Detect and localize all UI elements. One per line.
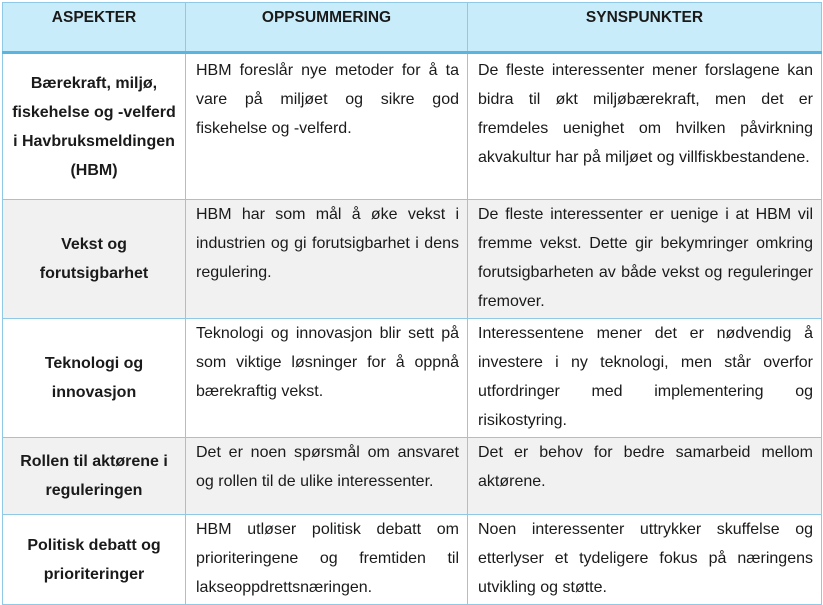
views-cell: Det er behov for bedre samarbeid mellom aktørene.: [468, 438, 822, 515]
views-cell: Interessentene mener det er nødvendig å investere i ny teknologi, men står overfor utfordringer med implementering og risikostyring.: [468, 319, 822, 438]
summary-cell: Det er noen spørsmål om ansvaret og rollen til de ulike interessenter.: [186, 438, 468, 515]
aspect-cell: Teknologi og innovasjon: [3, 319, 186, 438]
table-row: [3, 53, 822, 200]
header-aspekter: ASPEKTER: [3, 3, 186, 53]
table-row: [3, 319, 822, 438]
aspect-cell: Rollen til aktørene i reguleringen: [3, 438, 186, 515]
aspect-cell: Politisk debatt og prioriteringer: [3, 515, 186, 605]
aspects-table: [2, 2, 822, 605]
table-row: [3, 200, 822, 319]
summary-cell: HBM utløser politisk debatt om prioriteringene og fremtiden til lakseoppdrettsnæringen.: [186, 515, 468, 605]
aspect-cell: Bærekraft, miljø, fiskehelse og -velferd i Havbruksmeldingen (HBM): [3, 53, 186, 200]
summary-cell: Teknologi og innovasjon blir sett på som viktige løsninger for å oppnå bærekraftig vekst.: [186, 319, 468, 438]
views-cell: Noen interessenter uttrykker skuffelse og etterlyser et tydeligere fokus på næringens utvikling og støtte.: [468, 515, 822, 605]
table-row: [3, 438, 822, 515]
views-cell: De fleste interessenter er uenige i at HBM vil fremme vekst. Dette gir bekymringer omkring forutsigbarheten av både vekst og reguleringer fremover.: [468, 200, 822, 319]
header-row: [3, 3, 822, 53]
views-cell: De fleste interessenter mener forslagene kan bidra til økt miljøbærekraft, men det er fremdeles uenighet om hvilken påvirkning akvakultur har på miljøet og villfiskbestandene.: [468, 53, 822, 200]
aspect-cell: Vekst og forutsigbarhet: [3, 200, 186, 319]
summary-cell: HBM foreslår nye metoder for å ta vare på miljøet og sikre god fiskehelse og -velferd.: [186, 53, 468, 200]
header-oppsummering: OPPSUMMERING: [186, 3, 468, 53]
table-row: [3, 515, 822, 605]
header-synspunkter: SYNSPUNKTER: [468, 3, 822, 53]
summary-cell: HBM har som mål å øke vekst i industrien og gi forutsigbarhet i dens regulering.: [186, 200, 468, 319]
